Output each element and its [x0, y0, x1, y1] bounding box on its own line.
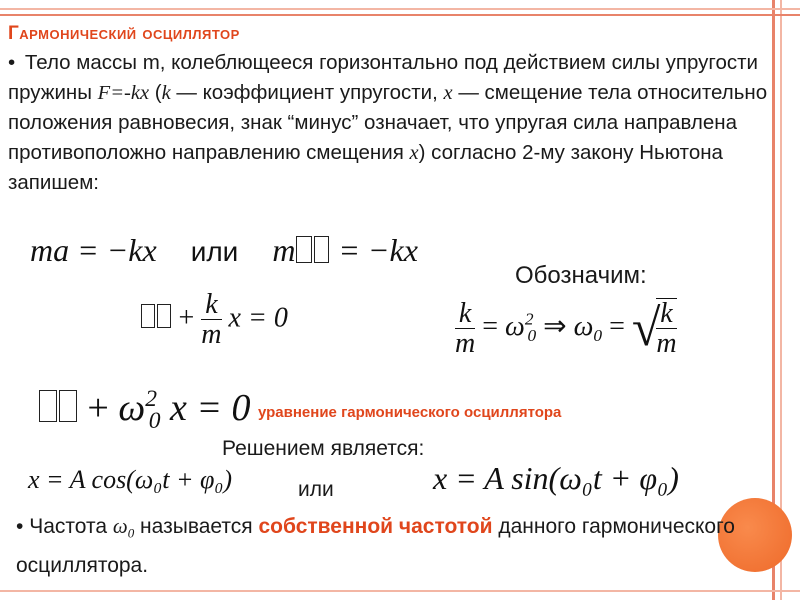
bottom-text-2: называется — [134, 515, 259, 538]
eq1-right-m: m — [272, 232, 296, 268]
eq3-fraction — [455, 299, 475, 359]
eq3-sub: 0 — [527, 325, 537, 345]
eq3-omega: ω — [505, 310, 525, 342]
highlight-term: собственной частотой — [258, 515, 493, 538]
equation-omega-definition — [455, 298, 677, 359]
eq3-root-den: m — [656, 328, 677, 360]
eq3-num: k — [455, 299, 475, 329]
eq3-omega2: ω — [573, 310, 594, 342]
solution-sin: x = A sin(ω₀t + φ₀) — [433, 460, 679, 496]
bottom-text-3: данного гармонического осциллятора. — [16, 515, 735, 577]
decor-line-top-2 — [0, 14, 800, 16]
intro-paragraph — [8, 48, 773, 198]
intro-formula: F=-kx — [97, 81, 150, 104]
missing-glyph-icon — [296, 236, 311, 263]
missing-glyph-icon — [157, 304, 171, 328]
bottom-text-1: Частота — [23, 515, 113, 538]
eq2-rest: x = 0 — [228, 302, 288, 334]
eq4-omega: ω — [118, 387, 146, 430]
eq3-arrow: ⇒ — [543, 310, 567, 342]
eq3-eq2: = — [609, 310, 625, 342]
eq2-plus: + — [178, 302, 195, 334]
solution-or: или — [298, 478, 334, 501]
sqrt-icon: √ — [631, 299, 661, 357]
intro-text-3: — коэффициент упругости, — [170, 80, 444, 104]
oscillator-equation-label: уравнение гармонического осциллятора — [258, 404, 562, 421]
bottom-sub: 0 — [127, 525, 135, 541]
eq3-eq: = — [482, 310, 499, 342]
eq2-den: m — [201, 319, 222, 351]
eq1-left: ma = −kx — [30, 232, 157, 268]
intro-x: x — [443, 81, 453, 104]
intro-text-5: ) согласно 2-му закону Ньютона запишем: — [8, 140, 723, 194]
equation-oscillator — [38, 386, 251, 435]
eq1-right-rest: = −kx — [330, 232, 418, 268]
eq4-plus: + — [87, 387, 109, 430]
eq3-sub2: 0 — [593, 325, 603, 345]
slide-title: Гармонический осциллятор — [8, 23, 240, 44]
eq2-num: k — [201, 290, 221, 320]
bottom-bullet-icon: • — [16, 515, 24, 538]
intro-text-2: ( — [149, 80, 162, 104]
solution-cos: x = A cos(ω₀t + φ₀) — [28, 465, 233, 494]
missing-glyph-icon — [314, 236, 329, 263]
eq3-den: m — [455, 327, 476, 359]
intro-text-1: Тело массы m, колеблющееся горизонтально под действием силы упругости пружины — [8, 51, 758, 104]
missing-glyph-icon — [141, 304, 155, 328]
eq3-root-fraction — [656, 298, 676, 359]
equation-normalized — [140, 290, 288, 350]
intro-text-4: — смещение тела относительно положения равновесия, знак “минус” означает, что упругая сила направлена противоположно направлению смещения — [8, 80, 768, 164]
bullet-icon: • — [8, 51, 16, 74]
designate-label: Обозначим: — [515, 262, 647, 289]
eq4-sup: 2 — [145, 386, 157, 412]
bottom-paragraph — [16, 510, 786, 582]
solution-label: Решением является: — [222, 437, 425, 460]
bottom-omega: ω — [112, 514, 128, 538]
missing-glyph-icon — [59, 390, 77, 422]
eq4-sub: 0 — [148, 408, 161, 435]
eq2-fraction — [201, 290, 221, 350]
equation-newton — [30, 232, 418, 269]
intro-k: k — [161, 81, 171, 104]
intro-x2: x — [409, 141, 419, 164]
missing-glyph-icon — [39, 390, 57, 422]
decor-line-bottom — [0, 590, 800, 592]
eq3-root-num: k — [656, 299, 676, 329]
eq1-or: или — [190, 236, 239, 267]
decor-line-top — [0, 8, 800, 10]
eq3-sup: 2 — [524, 309, 534, 329]
eq4-rest: x = 0 — [170, 387, 251, 430]
